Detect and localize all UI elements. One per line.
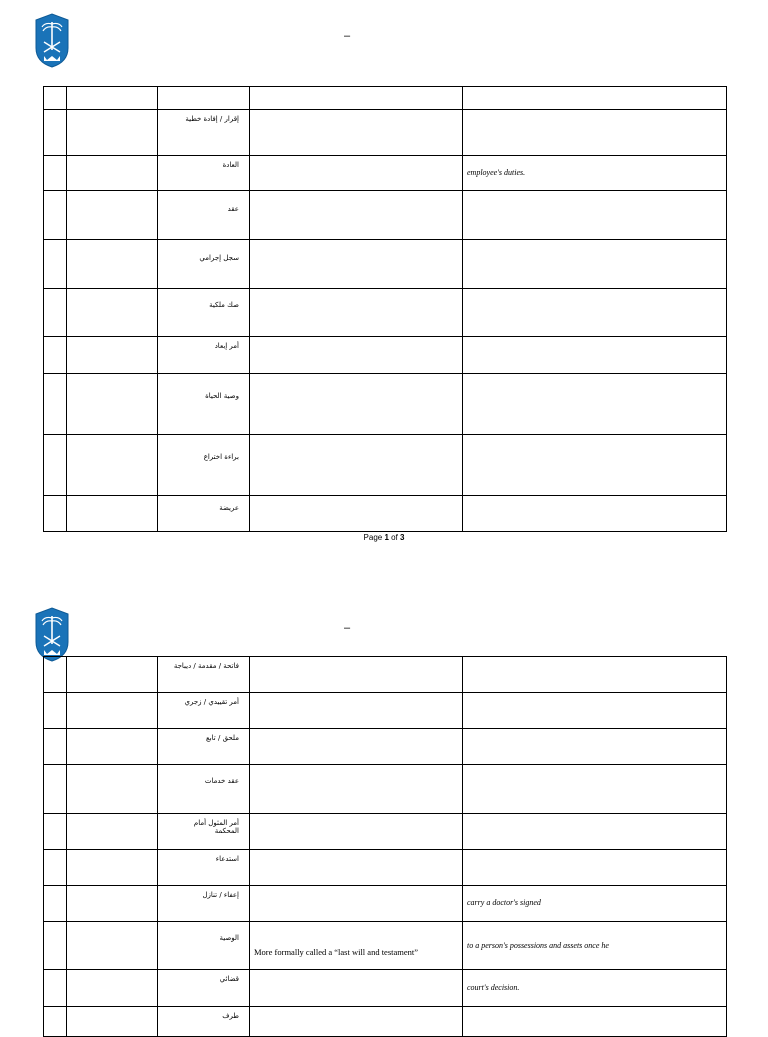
- number-cell: [44, 240, 67, 289]
- arabic-term: [158, 87, 249, 92]
- english-term-cell: [67, 435, 158, 496]
- note-cell: [250, 374, 463, 435]
- footer-current-page: 1: [384, 533, 389, 542]
- number-cell: [44, 191, 67, 240]
- page-1-header: [0, 12, 768, 72]
- english-term-cell: [67, 657, 158, 693]
- arabic-term: عقد: [227, 205, 239, 213]
- english-term-cell: [67, 87, 158, 110]
- header-dash: –: [344, 30, 351, 42]
- footer-middle: of: [388, 533, 401, 542]
- table-row: [44, 156, 727, 191]
- table-row: [44, 657, 727, 693]
- note-cell: [250, 765, 463, 814]
- number-cell: [44, 1007, 67, 1037]
- note-cell: [250, 922, 463, 970]
- note-cell: [250, 289, 463, 337]
- note-cell: [250, 337, 463, 374]
- number-cell: [44, 886, 67, 922]
- arabic-term: إعفاء / تنازل: [202, 891, 239, 899]
- note-cell: [250, 435, 463, 496]
- arabic-term-cell: [158, 435, 250, 496]
- table-row: [44, 240, 727, 289]
- note-cell: [250, 657, 463, 693]
- definition-cell: [463, 337, 727, 374]
- english-term-cell: [67, 374, 158, 435]
- arabic-term-cell: [158, 374, 250, 435]
- table-row: [44, 337, 727, 374]
- table-row: [44, 289, 727, 337]
- table-row: [44, 765, 727, 814]
- english-term-cell: [67, 729, 158, 765]
- arabic-term: أمر إبعاد: [214, 342, 239, 350]
- table-row: [44, 110, 727, 156]
- arabic-term-cell: [158, 337, 250, 374]
- arabic-term: براءة اختراع: [203, 453, 239, 461]
- note-cell: [250, 110, 463, 156]
- number-cell: [44, 156, 67, 191]
- definition-cell: [463, 970, 727, 1007]
- english-term-cell: [67, 289, 158, 337]
- number-cell: [44, 922, 67, 970]
- arabic-term-cell: [158, 765, 250, 814]
- definition-cell: [463, 765, 727, 814]
- number-cell: [44, 87, 67, 110]
- number-cell: [44, 435, 67, 496]
- university-emblem-icon: [34, 12, 70, 68]
- arabic-term-cell: [158, 87, 250, 110]
- arabic-term-cell: [158, 729, 250, 765]
- definition-text: to a person's possessions and assets once he: [467, 941, 609, 950]
- number-cell: [44, 657, 67, 693]
- arabic-term: أمر المثول أمام المحكمة: [193, 819, 239, 835]
- english-term-cell: [67, 337, 158, 374]
- number-cell: [44, 496, 67, 532]
- page-footer: [0, 533, 768, 542]
- table-row: [44, 814, 727, 850]
- definition-cell: [463, 191, 727, 240]
- table-row: [44, 496, 727, 532]
- table-row: [44, 1007, 727, 1037]
- arabic-term: عريضة: [219, 504, 239, 512]
- number-cell: [44, 814, 67, 850]
- arabic-term-cell: [158, 657, 250, 693]
- definition-cell: [463, 850, 727, 886]
- definition-text: carry a doctor's signed: [467, 898, 541, 907]
- number-cell: [44, 374, 67, 435]
- definition-cell: [463, 693, 727, 729]
- table-row: [44, 886, 727, 922]
- definition-cell: [463, 496, 727, 532]
- arabic-term-cell: [158, 1007, 250, 1037]
- number-cell: [44, 850, 67, 886]
- header-dash: –: [344, 622, 351, 634]
- arabic-term-cell: [158, 814, 250, 850]
- note-cell: [250, 814, 463, 850]
- note-cell: [250, 240, 463, 289]
- arabic-term-cell: [158, 886, 250, 922]
- number-cell: [44, 289, 67, 337]
- english-term-cell: [67, 1007, 158, 1037]
- arabic-term: طرف: [222, 1012, 239, 1020]
- arabic-term-cell: [158, 970, 250, 1007]
- arabic-term-cell: [158, 191, 250, 240]
- table-row: [44, 87, 727, 110]
- page-1-table: [43, 86, 727, 532]
- note-cell: [250, 970, 463, 1007]
- footer-prefix: Page: [363, 533, 385, 542]
- table-row: [44, 850, 727, 886]
- english-term-cell: [67, 970, 158, 1007]
- note-cell: [250, 850, 463, 886]
- arabic-term: أمر تقييدي / زجري: [184, 698, 239, 706]
- number-cell: [44, 110, 67, 156]
- arabic-term: إقرار / إفادة خطية: [185, 115, 239, 123]
- english-term-cell: [67, 496, 158, 532]
- number-cell: [44, 693, 67, 729]
- definition-cell: [463, 87, 727, 110]
- number-cell: [44, 765, 67, 814]
- arabic-term-cell: [158, 240, 250, 289]
- definition-cell: [463, 110, 727, 156]
- note-cell: [250, 886, 463, 922]
- arabic-term: استدعاء: [215, 855, 239, 863]
- arabic-term: الوصية: [219, 934, 239, 942]
- definition-cell: [463, 886, 727, 922]
- table-row: [44, 922, 727, 970]
- definition-cell: [463, 240, 727, 289]
- arabic-term-cell: [158, 156, 250, 191]
- english-term-cell: [67, 814, 158, 850]
- footer-total-pages: 3: [400, 533, 405, 542]
- arabic-term: العادة: [222, 161, 239, 169]
- definition-cell: [463, 1007, 727, 1037]
- number-cell: [44, 970, 67, 1007]
- definition-text: employee's duties.: [467, 168, 526, 177]
- note-cell: [250, 87, 463, 110]
- english-term-cell: [67, 850, 158, 886]
- note-text: More formally called a “last will and testament”: [254, 947, 419, 957]
- arabic-term: وصية الحياة: [205, 392, 239, 400]
- note-cell: [250, 156, 463, 191]
- definition-cell: [463, 374, 727, 435]
- arabic-term: ملحق / تابع: [206, 734, 239, 742]
- arabic-term-cell: [158, 922, 250, 970]
- arabic-term-cell: [158, 289, 250, 337]
- english-term-cell: [67, 886, 158, 922]
- note-cell: [250, 729, 463, 765]
- definition-cell: [463, 435, 727, 496]
- note-cell: [250, 191, 463, 240]
- note-cell: [250, 693, 463, 729]
- note-cell: [250, 496, 463, 532]
- definition-cell: [463, 814, 727, 850]
- definition-cell: [463, 922, 727, 970]
- table-row: [44, 729, 727, 765]
- english-term-cell: [67, 191, 158, 240]
- definition-cell: [463, 657, 727, 693]
- table-row: [44, 435, 727, 496]
- english-term-cell: [67, 922, 158, 970]
- arabic-term: سجل إجرامي: [199, 254, 239, 262]
- table-row: [44, 191, 727, 240]
- arabic-term: صك ملكية: [209, 301, 239, 309]
- number-cell: [44, 729, 67, 765]
- table-row: [44, 693, 727, 729]
- table-row: [44, 970, 727, 1007]
- arabic-term: قضائي: [219, 975, 239, 983]
- table-row: [44, 374, 727, 435]
- university-emblem-icon: [34, 606, 70, 662]
- definition-text: court's decision.: [467, 983, 520, 992]
- english-term-cell: [67, 693, 158, 729]
- arabic-term-cell: [158, 693, 250, 729]
- definition-cell: [463, 156, 727, 191]
- note-cell: [250, 1007, 463, 1037]
- arabic-term: عقد خدمات: [204, 777, 239, 785]
- arabic-term: فاتحة / مقدمة / ديباجة: [173, 662, 239, 670]
- definition-cell: [463, 289, 727, 337]
- english-term-cell: [67, 110, 158, 156]
- page-2-table: [43, 656, 727, 1037]
- english-term-cell: [67, 156, 158, 191]
- arabic-term-cell: [158, 496, 250, 532]
- number-cell: [44, 337, 67, 374]
- arabic-term-cell: [158, 110, 250, 156]
- english-term-cell: [67, 765, 158, 814]
- definition-cell: [463, 729, 727, 765]
- english-term-cell: [67, 240, 158, 289]
- arabic-term-cell: [158, 850, 250, 886]
